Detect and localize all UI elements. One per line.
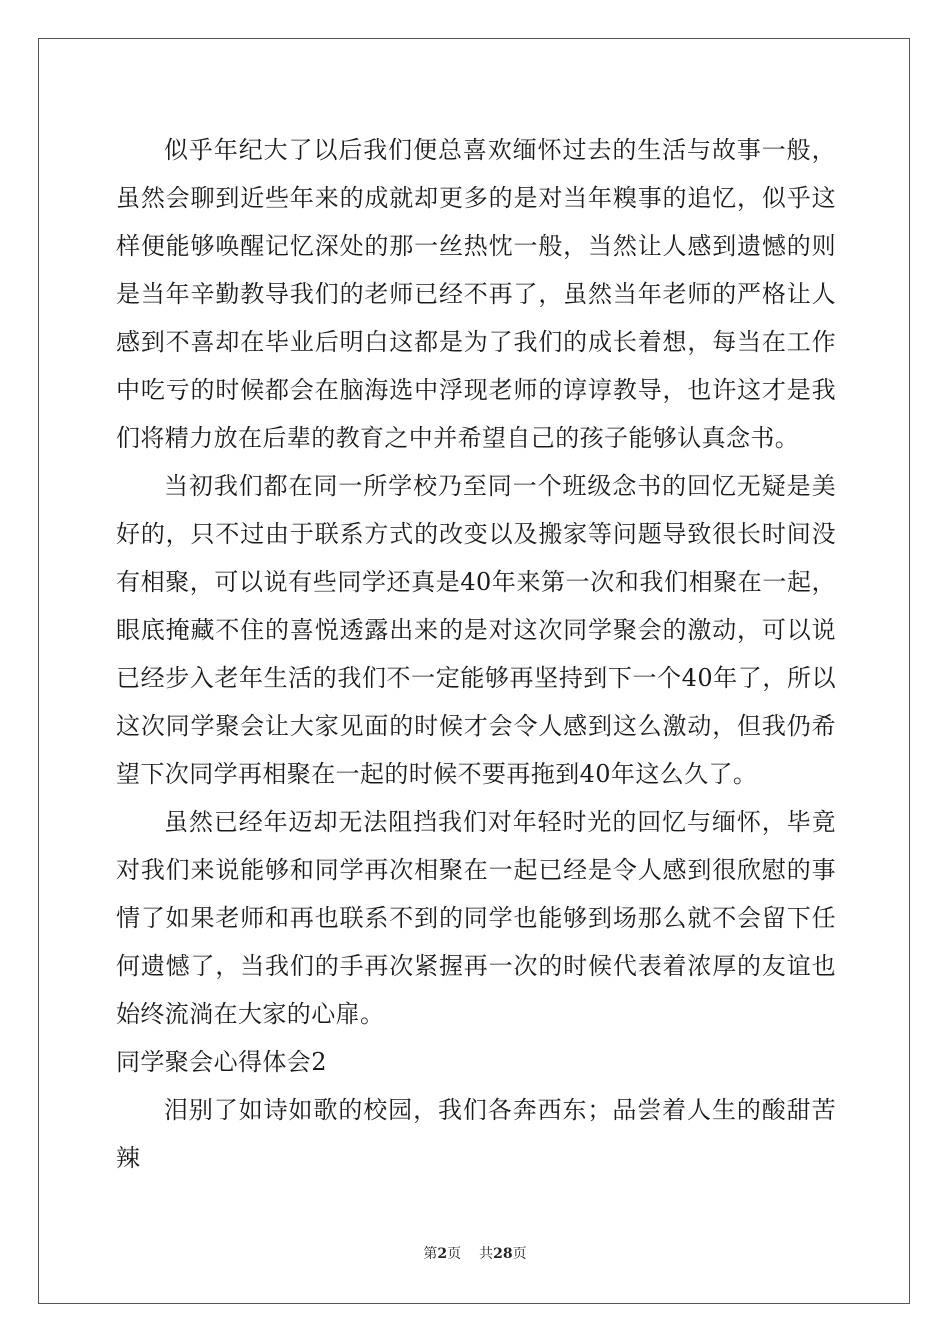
page-prefix: 第 xyxy=(423,1246,438,1262)
document-body xyxy=(116,126,836,1182)
page-footer xyxy=(0,1244,950,1264)
paragraph-1: 似乎年纪大了以后我们便总喜欢缅怀过去的生活与故事一般，虽然会聊到近些年来的成就却更多的是对当年糗事的追忆，似乎这样便能够唤醒记忆深处的那一丝热忱一般，当然让人感到遗憾的则是当年辛勤教导我们的老师已经不再了，虽然当年老师的严格让人感到不喜却在毕业后明白这都是为了我们的成长着想，每当在工作中吃亏的时候都会在脑海选中浮现老师的谆谆教导，也许这才是我们将精力放在后辈的教育之中并希望自己的孩子能够认真念书。 xyxy=(116,136,836,452)
paragraph-3: 虽然已经年迈却无法阻挡我们对年轻时光的回忆与缅怀，毕竟对我们来说能够和同学再次相聚在一起已经是令人感到很欣慰的事情了如果老师和再也联系不到的同学也能够到场那么就不会留下任何遗憾了，当我们的手再次紧握再一次的时候代表着浓厚的友谊也始终流淌在大家的心扉。 xyxy=(116,808,836,1028)
total-pages: 28 xyxy=(493,1246,513,1262)
paragraph-4: 泪别了如诗如歌的校园，我们各奔西东；品尝着人生的酸甜苦辣 xyxy=(116,1096,836,1172)
page-suffix: 页 xyxy=(447,1246,462,1262)
paragraph-2: 当初我们都在同一所学校乃至同一个班级念书的回忆无疑是美好的，只不过由于联系方式的改变以及搬家等问题导致很长时间没有相聚，可以说有些同学还真是40年来第一次和我们相聚在一起，眼底掩藏不住的喜悦透露出来的是对这次同学聚会的激动，可以说已经步入老年生活的我们不一定能够再坚持到下一个40年了，所以这次同学聚会让大家见面的时候才会令人感到这么激动，但我仍希望下次同学再相聚在一起的时候不要再拖到40年这么久了。 xyxy=(116,472,836,788)
total-suffix: 页 xyxy=(512,1246,527,1262)
section-heading: 同学聚会心得体会2 xyxy=(116,1048,327,1076)
total-prefix: 共 xyxy=(479,1246,494,1262)
page-number: 2 xyxy=(437,1246,448,1262)
